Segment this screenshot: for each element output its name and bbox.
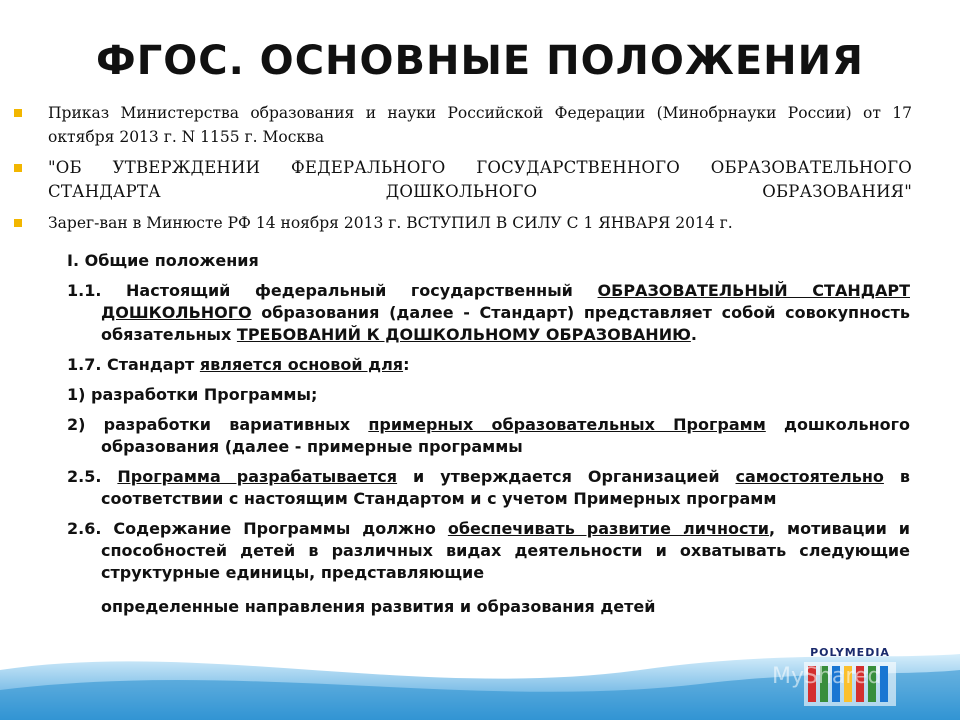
paragraph-1-7-item-2: 2) разработки вариативных примерных образовательных Программ дошкольного образования (далее - примерные программы [67,415,911,456]
bullet-text: Зарег-ван в Минюсте РФ 14 ноября 2013 г. ВСТУПИЛ В СИЛУ С 1 ЯНВАРЯ 2014 г. [48,214,733,232]
paragraph-1-1: 1.1. Настоящий федеральный государственный ОБРАЗОВАТЕЛЬНЫЙ СТАНДАРТ ДОШКОЛЬНОГО образования (далее - Стандарт) представляет собой совокупность обязательных ТРЕБОВАНИЙ К ДОШКОЛЬНОМУ ОБРАЗОВАНИЮ. [67,281,910,344]
paragraph-2-5: 2.5. Программа разрабатывается и утверждается Организацией самостоятельно в соответствии с настоящим Стандартом и с учетом Примерных программ [67,467,910,508]
bullet-text: Приказ Министерства образования и науки Российской Федерации (Минобрнауки России) от 17 октября 2013 г. N 1155 г. Москва [48,104,912,146]
bullet-item [14,101,912,149]
main-content [67,250,910,626]
paragraph-2-6-continued: определенные направления развития и образования детей [101,597,656,616]
logo-text: POLYMEDIA [810,646,890,659]
paragraph-2-6: 2.6. Содержание Программы должно обеспечивать развитие личности, мотивации и способностей детей в различных видах деятельности и охватывать следующие структурные единицы, представляющие [67,519,910,582]
bullet-list [14,101,912,242]
bullet-square-icon [14,109,22,117]
bullet-item [14,211,912,235]
paragraph-1-7: 1.7. Стандарт является основой для: [67,355,410,374]
bullet-square-icon [14,219,22,227]
paragraph-1-7-item-1: 1) разработки Программы; [67,385,318,404]
bullet-square-icon [14,164,22,172]
section-heading: I. Общие положения [67,251,259,270]
bullet-text: "ОБ УТВЕРЖДЕНИИ ФЕДЕРАЛЬНОГО ГОСУДАРСТВЕННОГО ОБРАЗОВАТЕЛЬНОГО СТАНДАРТА ДОШКОЛЬНОГО ОБРАЗОВАНИЯ" [48,158,912,201]
slide-title: ФГОС. ОСНОВНЫЕ ПОЛОЖЕНИЯ [96,38,864,84]
bullet-item [14,156,912,204]
watermark: MyShared [772,664,882,689]
